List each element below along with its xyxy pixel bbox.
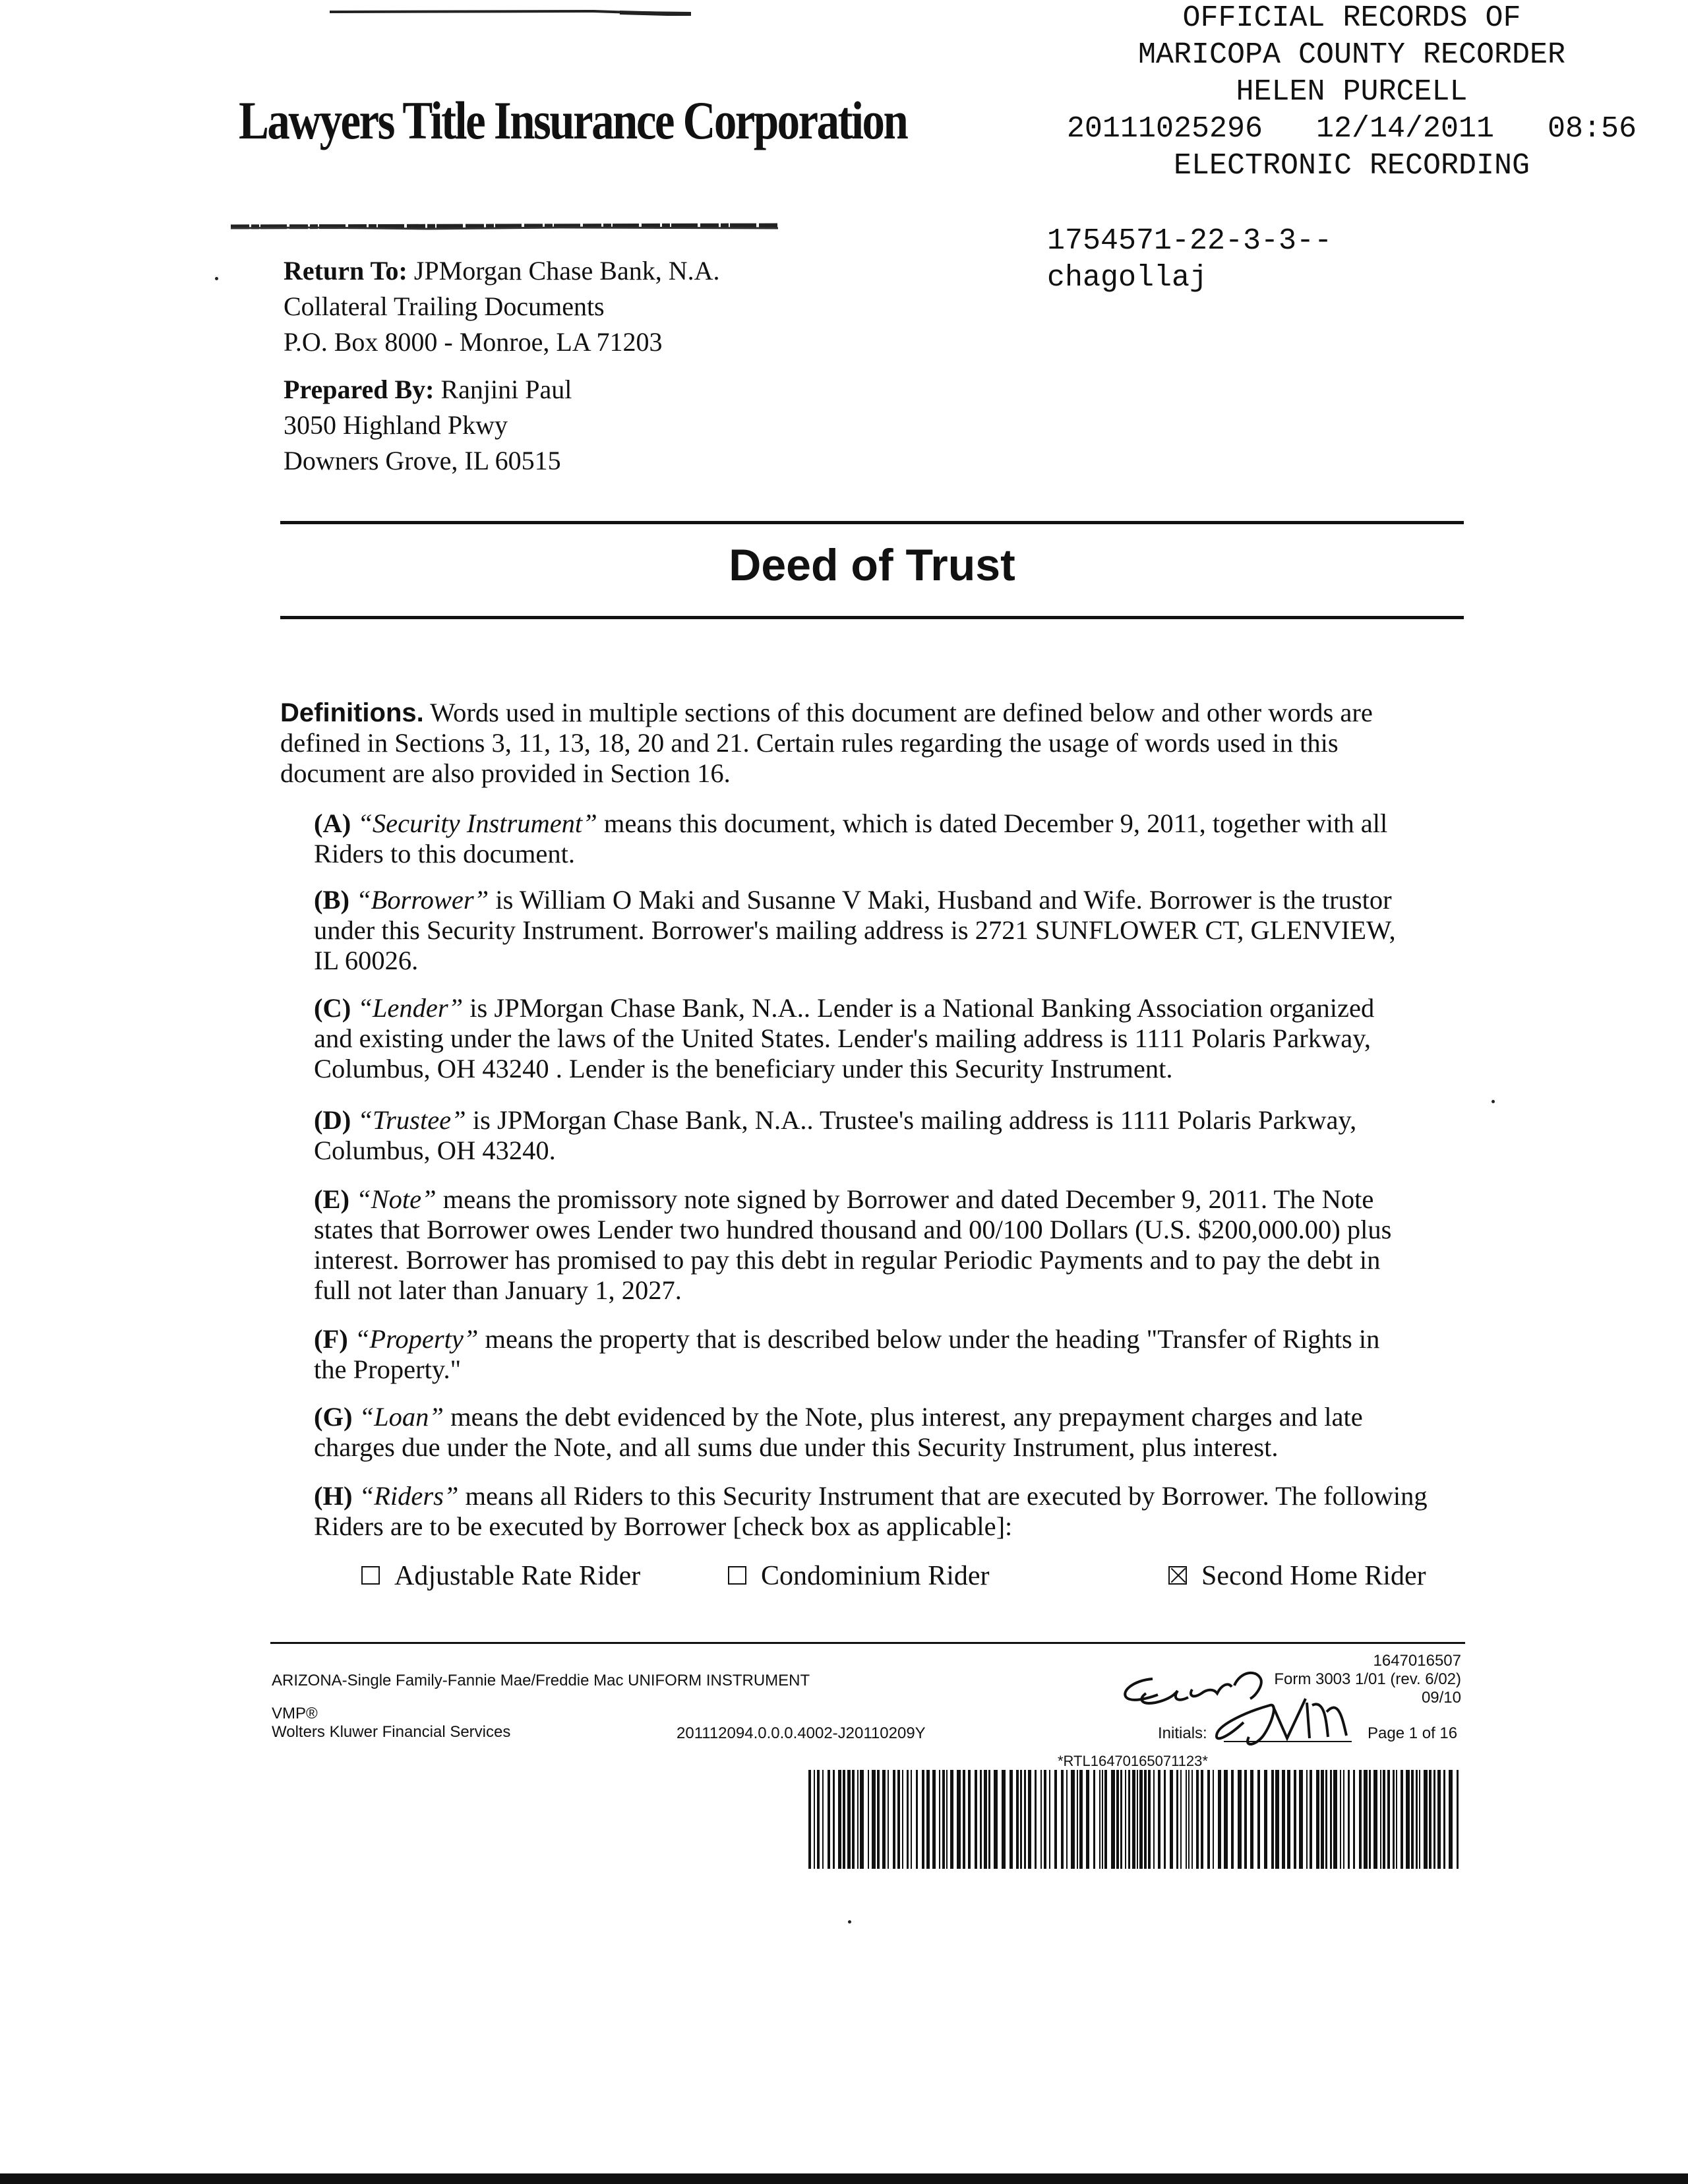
barcode-bar [1137,1770,1138,1869]
barcode-bar [907,1770,909,1869]
item-line: is William O Maki and Susanne V Maki, Husband and Wife. Borrower is the trustor [489,885,1392,915]
prepared-by-label: Prepared By: [284,375,435,404]
barcode-bar [1401,1770,1403,1869]
publisher: Wolters Kluwer Financial Services [272,1723,511,1741]
document-title: Deed of Trust [729,540,1015,590]
barcode-bar [1411,1770,1414,1869]
barcode-bar [1264,1770,1267,1869]
barcode-bar [1416,1770,1418,1869]
barcode-bar [1028,1770,1031,1869]
barcode-bar [1125,1770,1126,1869]
barcode-bar [932,1770,936,1869]
barcode-bar [872,1770,876,1869]
handwritten-initials [1114,1659,1365,1758]
item-line: means all Riders to this Security Instrument that are executed by Borrower. The following [458,1481,1428,1511]
recorder-user: chagollaj [1047,261,1208,295]
intro-line: defined in Sections 3, 11, 13, 18, 20 and 21. Certain rules regarding the usage of words used in this [280,728,1339,758]
barcode-bar [1359,1770,1362,1869]
barcode-bar [916,1770,918,1869]
barcode-bar [897,1770,900,1869]
title-rule-bottom [280,616,1464,619]
barcode-bar [1330,1770,1332,1869]
barcode-bar [1153,1770,1155,1869]
recording-line: MARICOPA COUNTY RECORDER [1137,38,1566,72]
barcode-bar [1191,1770,1193,1869]
company-logo-text: Lawyers Title Insurance Corporation [239,90,907,150]
barcode-bar [877,1770,880,1869]
barcode-bar [1275,1770,1279,1869]
rider-option[interactable] [361,1560,640,1592]
condominium-rider-checkbox[interactable] [728,1566,746,1585]
barcode-bar [852,1770,855,1869]
barcode-bar [1020,1770,1022,1869]
definition-item [314,1324,1464,1385]
barcode-bar [1044,1770,1046,1869]
barcode-bar [1049,1770,1050,1869]
barcode-bar [1299,1770,1303,1869]
barcode-bar [1396,1770,1397,1869]
scan-speck [1492,1100,1495,1103]
barcode-bar [984,1770,987,1869]
barcode-bar [1158,1770,1160,1869]
barcode-bar [1224,1770,1228,1869]
scan-speck [215,277,218,280]
barcode-bar [1111,1770,1115,1869]
barcode-bar [1321,1770,1324,1869]
definition-item [314,808,1464,869]
barcode-bar [1120,1770,1122,1869]
barcode-bar [1218,1770,1221,1869]
barcode-bar [1024,1770,1026,1869]
recording-line: ELECTRONIC RECORDING [1173,149,1530,183]
page-number: Page 1 of 16 [1368,1724,1458,1742]
barcode-bar [988,1770,990,1869]
scan-speck [848,1920,851,1924]
recording-reference [1047,223,1332,297]
item-term: “Note” [356,1184,437,1214]
barcode-bar [1093,1770,1095,1869]
barcode-bar [1238,1770,1242,1869]
barcode-text: *RTL16470165071123* [1058,1753,1208,1769]
barcode-bar [1348,1770,1350,1869]
loan-number: 1647016507 [1373,1652,1461,1670]
barcode-bar [838,1770,841,1869]
barcode-bar [1294,1770,1296,1869]
item-term: “Lender” [357,993,464,1023]
barcode-bar [946,1770,948,1869]
barcode-bar [814,1770,815,1869]
item-letter: (C) [314,993,351,1023]
item-line: Riders are to be executed by Borrower [check box as applicable]: [314,1511,1013,1541]
order-number: 1754571-22-3-3-- [1047,224,1333,258]
item-term: “Trustee” [357,1105,466,1135]
barcode-bar [1364,1770,1368,1869]
barcode-bar [868,1770,869,1869]
vmp-mark: VMP® [272,1705,318,1722]
barcode-bar [843,1770,845,1869]
barcode-bar [1310,1770,1312,1869]
item-line: and existing under the laws of the United States. Lender's mailing address is 1111 Polaris Parkway, [314,1023,1371,1053]
barcode-bar [1333,1770,1337,1869]
second-home-rider-checkbox[interactable] [1168,1566,1187,1585]
barcode-bar [1071,1770,1075,1869]
barcode-bar [1079,1770,1083,1869]
barcode-bar [1196,1770,1199,1869]
prepared-by-name: Ranjini Paul [434,375,572,404]
rider-option[interactable] [1168,1560,1426,1592]
title-rule-top [280,521,1464,524]
recording-line: OFFICIAL RECORDS OF [1182,1,1521,35]
barcode-bar [1077,1770,1078,1869]
item-letter: (E) [314,1184,349,1214]
item-line: means this document, which is dated December 9, 2011, together with all [597,808,1388,838]
barcode-bar [1433,1770,1435,1869]
barcode-bar [975,1770,977,1869]
barcode-bar [1306,1770,1308,1869]
barcode-bar [1449,1770,1453,1869]
item-line: means the promissory note signed by Borrower and dated December 9, 2011. The Note [436,1184,1374,1214]
initials-label: Initials: [1158,1724,1207,1742]
item-line: the Property." [314,1354,462,1384]
barcode-bar [1201,1770,1203,1869]
barcode-bar [1016,1770,1019,1869]
barcode-bar [1353,1770,1355,1869]
barcode-bar [1287,1770,1290,1869]
barcode-bar [1383,1770,1385,1869]
barcode-bar [847,1770,851,1869]
barcode-bar [1316,1770,1319,1869]
barcode-bar [980,1770,982,1869]
item-line: Columbus, OH 43240. [314,1136,556,1165]
barcode-bar [1128,1770,1130,1869]
barcode-bar [882,1770,886,1869]
barcode-bar [957,1770,961,1869]
barcode-bar [1406,1770,1410,1869]
rider-label: Adjustable Rate Rider [394,1561,641,1591]
prepared-by-line: Downers Grove, IL 60515 [284,446,561,475]
rider-label: Condominium Rider [761,1561,990,1591]
prepared-by-line: 3050 Highland Pkwy [284,410,508,440]
adjustable-rate-rider-checkbox[interactable] [361,1566,380,1585]
item-line: under this Security Instrument. Borrower's mailing address is 2721 SUNFLOWER CT, GLENVIEW, [314,915,1396,945]
barcode-bar [1002,1770,1006,1869]
barcode-bar [1457,1770,1459,1869]
barcode-bar [1257,1770,1260,1869]
barcode-bar [1099,1770,1100,1869]
barcode-bar [1429,1770,1432,1869]
barcode-bar [926,1770,930,1869]
item-line: IL 60026. [314,946,419,975]
barcode-bar [1250,1770,1253,1869]
barcode-bar [1164,1770,1166,1869]
item-letter: (A) [314,808,351,838]
footer-rule [270,1642,1465,1644]
definition-item [314,1184,1464,1306]
barcode-bar [1325,1770,1327,1869]
definition-item [314,885,1464,976]
barcode-bar [902,1770,903,1869]
item-line: charges due under the Note, and all sums due under this Security Instrument, plus interest. [314,1432,1279,1462]
barcode-bar [1443,1770,1445,1869]
barcode-bar [1170,1770,1173,1869]
definition-item [314,1402,1464,1463]
barcode-bar [1419,1770,1420,1869]
barcode-bar [1066,1770,1068,1869]
barcode-bar [1180,1770,1182,1869]
definition-item [314,1105,1464,1166]
barcode-bar [1373,1770,1377,1869]
barcode-bar [828,1770,830,1869]
barcode-bar [857,1770,859,1869]
barcode-bar [1188,1770,1190,1869]
barcode-bar [942,1770,945,1869]
barcode-bar [1116,1770,1119,1869]
item-term: “Property” [354,1324,479,1354]
item-line: is JPMorgan Chase Bank, N.A.. Lender is a National Banking Association organized [463,993,1375,1023]
barcode-bar [950,1770,953,1869]
item-line: means the debt evidenced by the Note, plus interest, any prepayment charges and late [443,1402,1363,1432]
scan-edge [0,2173,1688,2184]
rider-label: Second Home Rider [1201,1561,1426,1591]
barcode-bar [1437,1770,1441,1869]
barcode-bar [893,1770,895,1869]
barcode-bar [888,1770,889,1869]
barcode-bar [1104,1770,1107,1869]
recording-stamp [1029,0,1675,185]
recording-line: HELEN PURCELL [1236,75,1468,109]
barcode-bar [817,1770,820,1869]
barcode-bar [1387,1770,1390,1869]
barcode-bar [1393,1770,1395,1869]
prepared-by-block [284,372,572,479]
barcode-bar [1139,1770,1143,1869]
item-letter: (G) [314,1402,353,1432]
barcode-bar [1207,1770,1210,1869]
barcode-bar [963,1770,965,1869]
item-term: “Borrower” [356,885,489,915]
item-term: “Loan” [359,1402,444,1432]
definitions-intro [280,698,1464,789]
barcode-bar [1102,1770,1103,1869]
barcode-bar [1086,1770,1089,1869]
item-line: means the property that is described below under the heading "Transfer of Rights in [478,1324,1380,1354]
item-line: interest. Borrower has promised to pay this debt in regular Periodic Payments and to pay the debt in [314,1245,1381,1275]
item-line: states that Borrower owes Lender two hundred thousand and 00/100 Dollars (U.S. $200,000.00) plus [314,1215,1392,1244]
item-line: is JPMorgan Chase Bank, N.A.. Trustee's mailing address is 1111 Polaris Parkway, [466,1105,1357,1135]
item-term: “Riders” [359,1481,459,1511]
barcode-bar [1282,1770,1285,1869]
barcode-bar [994,1770,998,1869]
item-letter: (H) [314,1481,353,1511]
definition-item [314,993,1464,1084]
rider-option[interactable] [728,1560,990,1592]
barcode-bar [1213,1770,1214,1869]
barcode-bar [939,1770,940,1869]
barcode-bar [1054,1770,1057,1869]
barcode [808,1770,1460,1869]
intro-line: Words used in multiple sections of this document are defined below and other words are [423,698,1373,727]
return-to-name: JPMorgan Chase Bank, N.A. [407,256,720,286]
item-line: full not later than January 1, 2027. [314,1275,682,1305]
barcode-bar [1186,1770,1187,1869]
barcode-bar [911,1770,912,1869]
barcode-bar [833,1770,835,1869]
barcode-bar [1340,1770,1341,1869]
barcode-bar [1148,1770,1151,1869]
return-to-block [284,253,720,360]
barcode-bar [1343,1770,1344,1869]
barcode-bar [1176,1770,1178,1869]
barcode-bar [1035,1770,1037,1869]
item-letter: (B) [314,885,349,915]
return-to-line: P.O. Box 8000 - Monroe, LA 71203 [284,327,663,357]
scan-mark [330,9,691,16]
definitions-heading: Definitions. [280,698,424,727]
form-date: 09/10 [1421,1689,1461,1707]
item-line: Columbus, OH 43240 . Lender is the beneficiary under this Security Instrument. [314,1054,1173,1083]
item-term: “Security Instrument” [357,808,597,838]
recording-line: 20111025296 12/14/2011 08:56 [1066,112,1637,146]
barcode-bar [860,1770,864,1869]
barcode-bar [1144,1770,1147,1869]
barcode-bar [968,1770,971,1869]
barcode-bar [822,1770,824,1869]
definition-item [314,1481,1464,1542]
barcode-bar [1380,1770,1381,1869]
return-to-line: Collateral Trailing Documents [284,291,605,321]
barcode-bar [1271,1770,1274,1869]
form-number: Form 3003 1/01 (rev. 6/02) [1274,1670,1461,1688]
barcode-bar [1061,1770,1064,1869]
barcode-bar [1369,1770,1371,1869]
barcode-bar [1231,1770,1234,1869]
doc-code: 201112094.0.0.0.4002-J20110209Y [677,1724,926,1742]
intro-line: document are also provided in Section 16. [280,758,731,788]
barcode-bar [808,1770,811,1869]
item-letter: (D) [314,1105,351,1135]
barcode-bar [1040,1770,1042,1869]
barcode-bar [922,1770,924,1869]
barcode-bar [1010,1770,1013,1869]
item-letter: (F) [314,1324,348,1354]
return-to-label: Return To: [284,256,407,286]
barcode-bar [1132,1770,1135,1869]
form-state: ARIZONA-Single Family-Fannie Mae/Freddie Mac UNIFORM INSTRUMENT [272,1672,810,1689]
barcode-bar [1424,1770,1428,1869]
item-line: Riders to this document. [314,839,575,868]
barcode-bar [1244,1770,1247,1869]
logo-underline [231,222,778,232]
